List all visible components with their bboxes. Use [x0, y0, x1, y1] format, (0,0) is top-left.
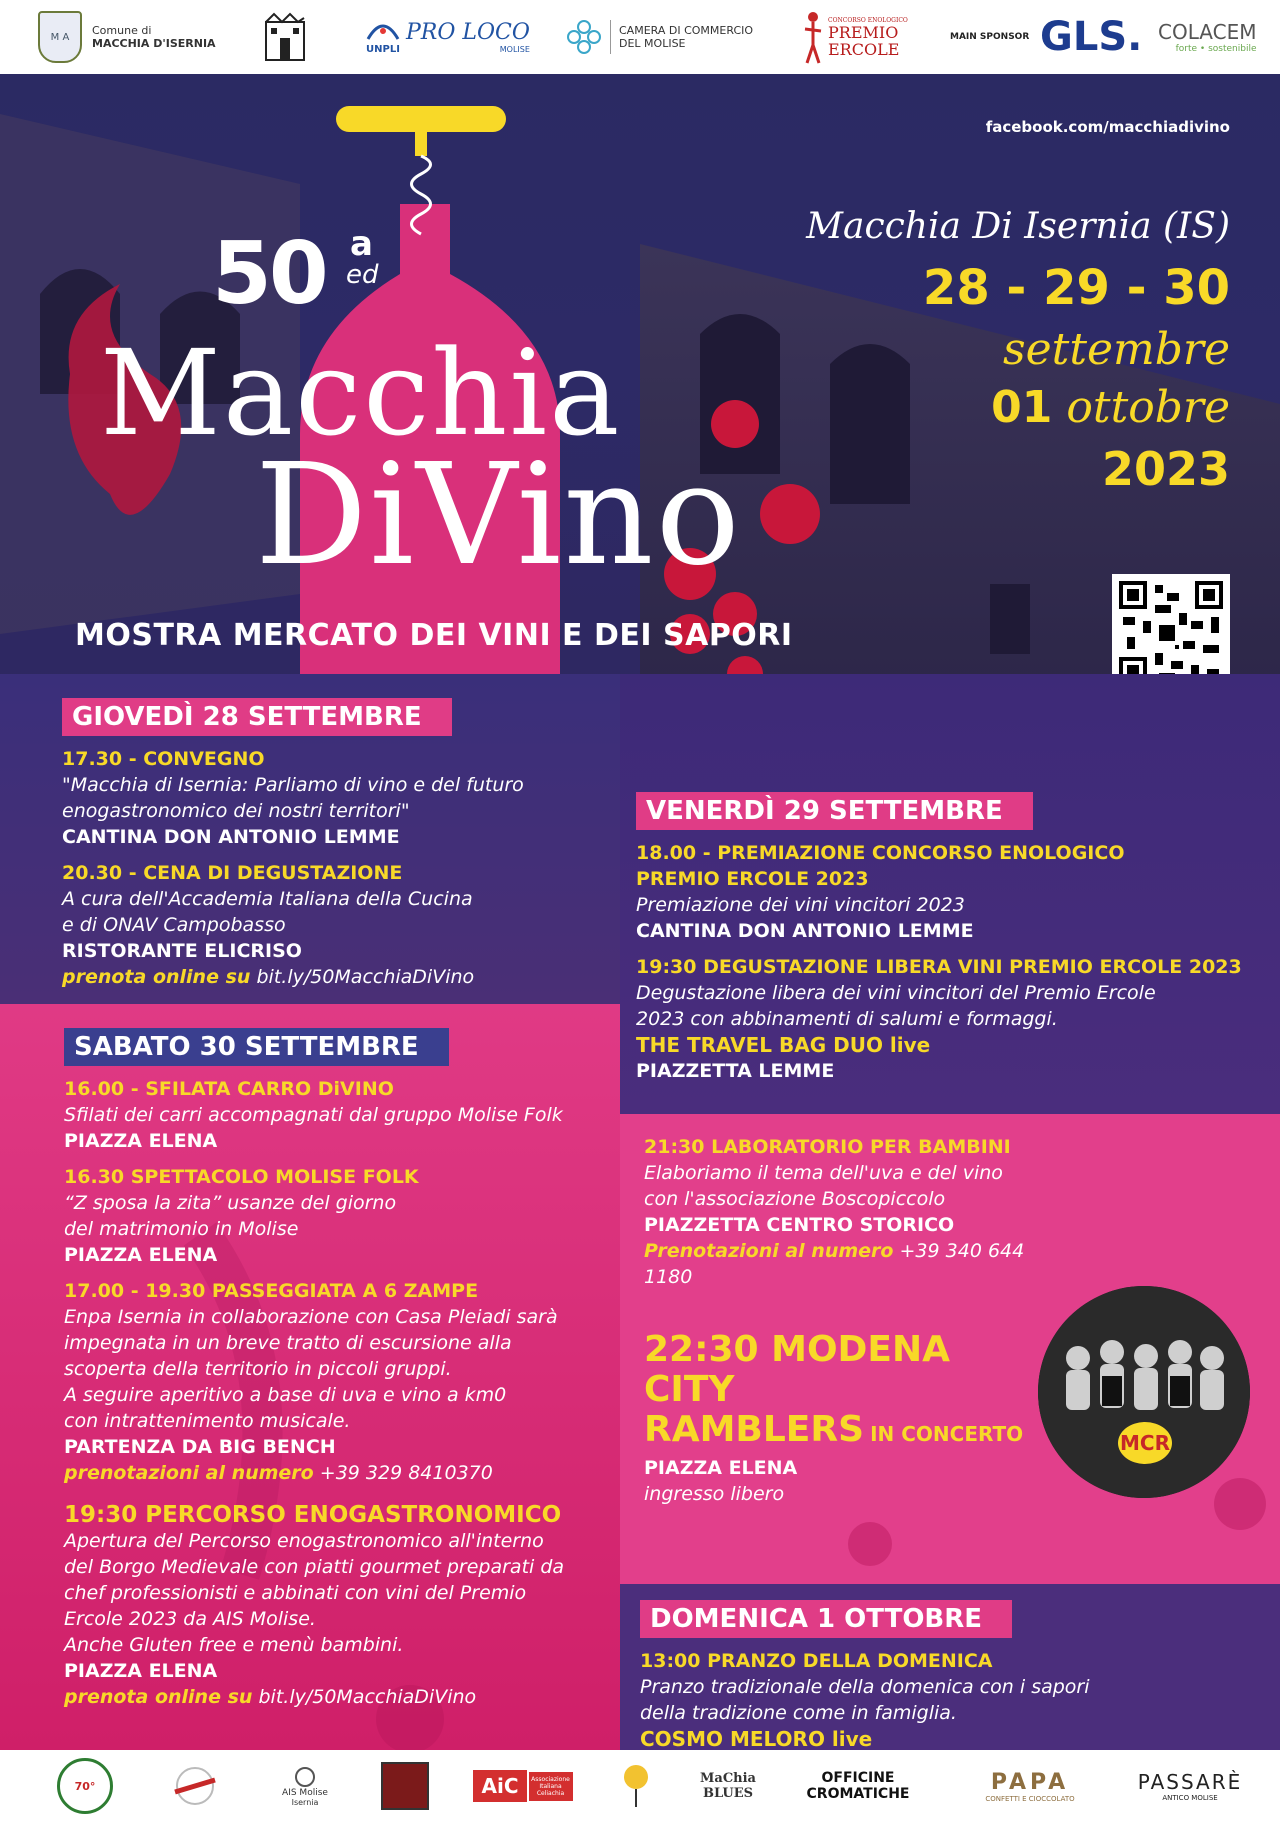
gls-logo: [1040, 0, 1142, 74]
edition-superscript: a: [350, 224, 373, 264]
papa-logo: [960, 1760, 1100, 1812]
friday-heading: VENERDÌ 29 SETTEMBRE: [636, 792, 1033, 830]
edition-abbrev: ed: [346, 260, 379, 290]
sunday-heading: DOMENICA 1 OTTOBRE: [640, 1600, 1012, 1638]
event-dates: 28 - 29 - 30: [922, 260, 1230, 316]
ribbon-icon: [167, 1766, 223, 1806]
thursday-e2-desc1: A cura dell'Accademia Italiana della Cucina: [62, 888, 473, 910]
saturday-e6-note: ingresso libero: [644, 1483, 785, 1505]
macchia-blues-logo: [698, 1760, 758, 1812]
officine-cromatiche-logo: [808, 1760, 908, 1812]
thursday-e1-time: 17.30 - CONVEGNO: [62, 748, 265, 770]
saturday-e3-place: PARTENZA DA BIG BENCH: [64, 1436, 336, 1458]
comune-logo: [38, 0, 216, 74]
friday-e1-desc: Premiazione dei vini vincitori 2023: [636, 894, 965, 916]
saturday-e4-desc4: Ercole 2023 da AIS Molise.: [64, 1608, 316, 1630]
unpli-icon: [366, 19, 400, 41]
friday-e2-desc1: Degustazione libera dei vini vincitori del Premio Ercole: [636, 982, 1156, 1004]
thursday-e1-place: CANTINA DON ANTONIO LEMME: [62, 826, 400, 848]
camera-line1: CAMERA DI COMMERCIO: [619, 24, 754, 37]
sunday-e1-desc1: Pranzo tradizionale della domenica con i sapori: [640, 1676, 1090, 1698]
saturday-e4-desc3: chef professionisti e abbinati con vini del Premio: [64, 1582, 527, 1604]
partner-footer: [0, 1750, 1280, 1822]
event-date-october: [991, 382, 1230, 433]
sunday-e1-desc2: della tradizione come in famiglia.: [640, 1702, 957, 1724]
blues-line1: MaChia: [700, 1771, 756, 1786]
balloon-icon: [622, 1763, 650, 1809]
flower-icon: [566, 19, 602, 55]
premio-small: CONCORSO ENOLOGICO: [828, 16, 908, 24]
title-line2: DiVino: [255, 434, 742, 597]
friday-e2-live: THE TRAVEL BAG DUO live: [636, 1033, 931, 1057]
thursday-book-label: prenota online su: [62, 966, 251, 988]
passare-label: PASSARÈ: [1137, 1770, 1243, 1794]
comune-line2: MACCHIA D'ISERNIA: [92, 37, 216, 50]
anniversary-badge: 70°: [57, 1758, 113, 1814]
thursday-section: [62, 698, 622, 990]
wine-association-logo: [160, 1760, 230, 1812]
saturday-e5-book-phone[interactable]: +39 340 644 1180: [644, 1240, 1025, 1288]
friday-section: [636, 792, 1256, 1084]
saturday-e5-time: 21:30 LABORATORIO PER BAMBINI: [644, 1136, 1011, 1158]
saturday-e6-place: PIAZZA ELENA: [644, 1457, 798, 1479]
saturday-e3-time: 17.00 - 19.30 PASSEGGIATA A 6 ZAMPE: [64, 1280, 479, 1302]
saturday-e5-desc1: Elaboriamo il tema dell'uva e del vino: [644, 1162, 1003, 1184]
event-year: 2023: [1101, 442, 1230, 496]
saturday-e6-suffix: IN CONCERTO: [870, 1422, 1024, 1446]
band-photo: [1038, 1286, 1250, 1498]
saturday-e2-desc2: del matrimonio in Molise: [64, 1218, 299, 1240]
sunday-e1-time: 13:00 PRANZO DELLA DOMENICA: [640, 1650, 993, 1672]
thursday-e2-place: RISTORANTE ELICRISO: [62, 940, 302, 962]
main-sponsor-label: MAIN SPONSOR: [950, 32, 1030, 42]
premio-ercole-logo: [802, 0, 908, 74]
ais-molise-logo: [270, 1760, 340, 1812]
saturday-e5-book-label: Prenotazioni al numero: [644, 1240, 894, 1262]
coat-of-arms-icon: M A: [38, 11, 82, 63]
castle-sketch-icon: [262, 8, 308, 66]
mcr-badge: MCR: [1118, 1422, 1172, 1464]
event-place: Macchia Di Isernia (IS): [806, 206, 1230, 247]
blues-line2: BLUES: [702, 1786, 754, 1801]
band-members-illustration: [1038, 1286, 1250, 1498]
papa-sub: CONFETTI E CIOCCOLATO: [985, 1794, 1075, 1803]
burgundy-logo: [380, 1760, 430, 1812]
saturday-e1-place: PIAZZA ELENA: [64, 1130, 218, 1152]
colacem-label: COLACEM: [1158, 20, 1257, 44]
papa-label: PAPA: [990, 1769, 1070, 1795]
saturday-heading: SABATO 30 SETTEMBRE: [64, 1028, 449, 1066]
thursday-heading: GIOVEDÌ 28 SETTEMBRE: [62, 698, 452, 736]
officine-line1: OFFICINE: [821, 1770, 895, 1786]
officine-line2: CROMATICHE: [806, 1786, 910, 1802]
saturday-e4-time: 19:30 PERCORSO ENOGASTRONOMICO: [64, 1502, 562, 1528]
camera-commercio-logo: [566, 0, 753, 74]
sponsor-header: [0, 0, 1280, 74]
sunday-e1-live: COSMO MELORO live: [640, 1727, 873, 1750]
october-month: ottobre: [1066, 382, 1230, 433]
saturday-e4-book-link[interactable]: bit.ly/50MacchiaDiVino: [258, 1686, 477, 1708]
premio-line1: PREMIO: [828, 22, 899, 42]
proloco-label: PRO LOCO: [406, 20, 530, 45]
friday-e2-desc2: 2023 con abbinamenti di salumi e formaggi.: [636, 1008, 1058, 1030]
saturday-e2-desc1: “Z sposa la zita” usanze del giorno: [64, 1192, 397, 1214]
saturday-section: [64, 1028, 624, 1710]
comune-line1: Comune di: [92, 24, 152, 37]
proloco-macchia-logo: [262, 0, 308, 74]
saturday-e3-desc5: con intrattenimento musicale.: [64, 1410, 351, 1432]
ais-line2: Isernia: [291, 1797, 319, 1807]
saturday-e5-desc2: con l'associazione Boscopiccolo: [644, 1188, 946, 1210]
october-day: 01: [991, 382, 1053, 433]
thursday-e1-desc2: enogastronomico dei nostri territori": [62, 800, 410, 822]
ais-icon: [293, 1766, 317, 1788]
saturday-e2-place: PIAZZA ELENA: [64, 1244, 218, 1266]
unpli-proloco-logo: [366, 0, 530, 74]
friday-e2-time: 19:30 DEGUSTAZIONE LIBERA VINI PREMIO ERCOLE 2023: [636, 956, 1242, 978]
saturday-e6-time1: 22:30 MODENA CITY: [644, 1329, 951, 1410]
facebook-link[interactable]: facebook.com/macchiadivino: [985, 118, 1230, 136]
passare-sub: ANTICO MOLISE: [1162, 1794, 1218, 1802]
sunday-section: [640, 1600, 1260, 1750]
unpli-label: UNPLI: [366, 44, 400, 55]
qr-code-icon: [1115, 577, 1227, 689]
program-section: [0, 674, 1280, 1750]
saturday-e2-time: 16.30 SPETTACOLO MOLISE FOLK: [64, 1166, 419, 1188]
saturday-e4-desc2: del Borgo Medievale con piatti gourmet preparati da: [64, 1556, 565, 1578]
ais-line1: AIS Molise: [282, 1787, 328, 1798]
proloco-sub: MOLISE: [499, 45, 530, 54]
colacem-tag: forte • sostenibile: [1175, 44, 1257, 54]
thursday-book-link[interactable]: bit.ly/50MacchiaDiVino: [256, 966, 475, 988]
aic-sub: Associazione Italiana Celiachia: [529, 1772, 573, 1801]
saturday-e3-desc4: A seguire aperitivo a base di uva e vino a km0: [64, 1384, 507, 1406]
passare-logo: [1137, 1760, 1243, 1812]
saturday-e4-desc1: Apertura del Percorso enogastronomico all'interno: [64, 1530, 544, 1552]
aic-label: AiC: [473, 1770, 526, 1802]
event-month-september: settembre: [1003, 324, 1230, 375]
saturday-e3-desc1: Enpa Isernia in collaborazione con Casa Pleiadi sarà: [64, 1306, 558, 1328]
friday-e2-place: PIAZZETTA LEMME: [636, 1060, 835, 1082]
burgundy-square-icon: [381, 1762, 429, 1810]
saturday-e3-book-label: prenotazioni al numero: [64, 1462, 314, 1484]
saturday-e3-desc2: impegnata in un breve tratto di escursione alla: [64, 1332, 512, 1354]
saturday-e4-place: PIAZZA ELENA: [64, 1660, 218, 1682]
saturday-e5-place: PIAZZETTA CENTRO STORICO: [644, 1214, 955, 1236]
friday-e1-time2: PREMIO ERCOLE 2023: [636, 868, 869, 890]
anniversary-logo: [50, 1760, 120, 1812]
hero-section: [0, 74, 1280, 774]
saturday-e3-desc3: scoperta della territorio in piccoli gruppi.: [64, 1358, 452, 1380]
colacem-logo: [1158, 0, 1257, 74]
saturday-e3-book-phone[interactable]: +39 329 8410370: [319, 1462, 493, 1484]
saturday-e4-book-label: prenota online su: [64, 1686, 253, 1708]
thursday-e1-desc1: "Macchia di Isernia: Parliamo di vino e del futuro: [62, 774, 524, 796]
camera-line2: DEL MOLISE: [619, 37, 686, 50]
saturday-e4-desc5: Anche Gluten free e menù bambini.: [64, 1634, 404, 1656]
hercules-figure-icon: [802, 9, 824, 65]
balloon-logo: [616, 1760, 656, 1812]
friday-e1-place: CANTINA DON ANTONIO LEMME: [636, 920, 974, 942]
premio-line2: ERCOLE: [828, 39, 900, 59]
title-line1: Macchia: [100, 324, 622, 462]
thursday-e2-time: 20.30 - CENA DI DEGUSTAZIONE: [62, 862, 403, 884]
saturday-e6-time2: RAMBLERS: [644, 1409, 865, 1450]
subtitle: MOSTRA MERCATO DEI VINI E DEI SAPORI: [75, 618, 793, 653]
edition-number: 50: [212, 224, 326, 324]
gls-label: GLS.: [1040, 14, 1143, 60]
saturday-e1-time: 16.00 - SFILATA CARRO DiVINO: [64, 1078, 394, 1100]
saturday-evening-section: [644, 1134, 1044, 1507]
saturday-e1-desc: Sfilati dei carri accompagnati dal gruppo Molise Folk: [64, 1104, 563, 1126]
aic-logo: [468, 1760, 578, 1812]
friday-e1-time1: 18.00 - PREMIAZIONE CONCORSO ENOLOGICO: [636, 842, 1125, 864]
thursday-e2-desc2: e di ONAV Campobasso: [62, 914, 286, 936]
